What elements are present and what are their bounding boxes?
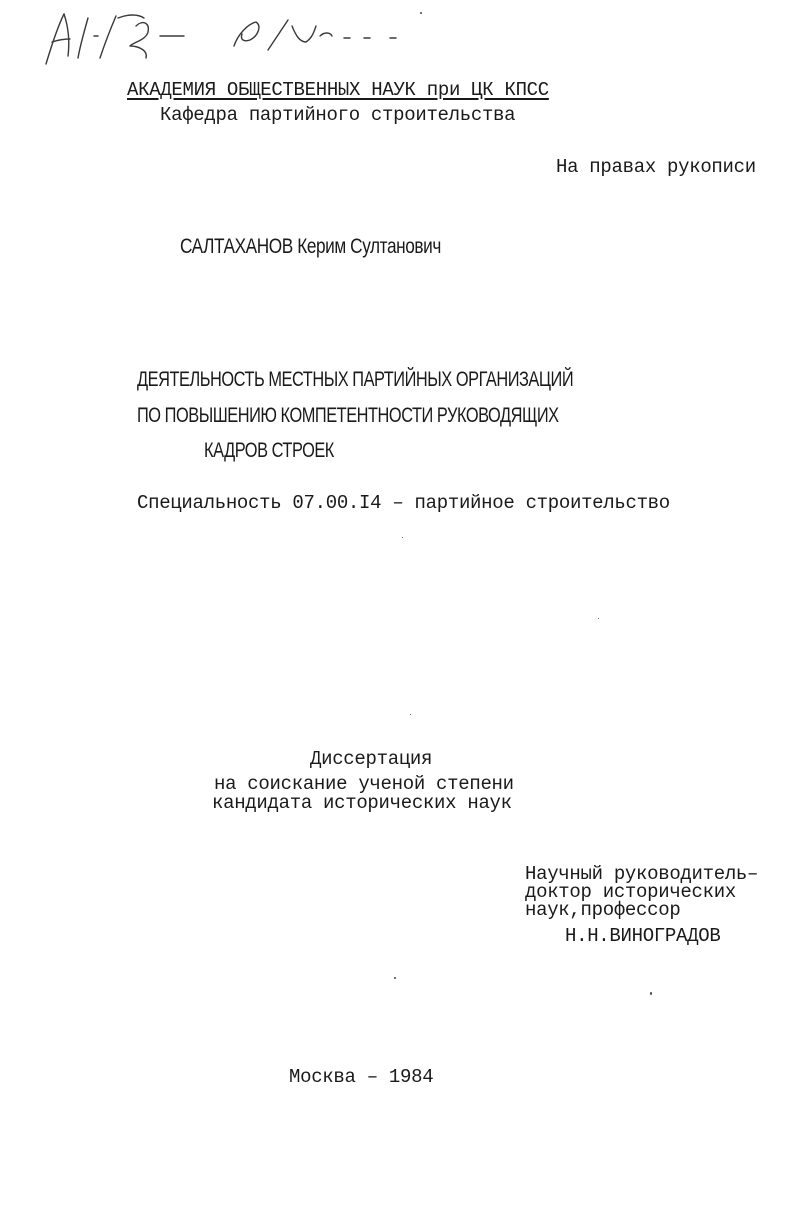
- dissertation-degree-line-1: на соискание ученой степени: [214, 773, 514, 795]
- manuscript-note: На правах рукописи: [556, 156, 756, 178]
- dissertation-title-line-3: КАДРОВ СТРОЕК: [204, 439, 334, 462]
- place-and-year: Москва – 1984: [289, 1066, 434, 1088]
- dissertation-heading: Диссертация: [310, 748, 433, 770]
- dissertation-title-line-1: ДЕЯТЕЛЬНОСТЬ МЕСТНЫХ ПАРТИЙНЫХ ОРГАНИЗАЦИЙ: [137, 368, 574, 391]
- dissertation-title-line-2: ПО ПОВЫШЕНИЮ КОМПЕТЕНТНОСТИ РУКОВОДЯЩИХ: [137, 404, 559, 427]
- author-name: САЛТАХАНОВ Керим Султанович: [180, 235, 441, 258]
- ink-speck: [598, 618, 599, 619]
- supervisor-line-2: доктор исторических: [525, 881, 736, 903]
- ink-speck: [410, 714, 411, 715]
- dissertation-degree-line-2: кандидата исторических наук: [212, 792, 512, 814]
- supervisor-line-3: наук,профессор: [525, 899, 681, 921]
- academy-header: АКАДЕМИЯ ОБЩЕСТВЕННЫХ НАУК при ЦК КПСС: [127, 79, 549, 101]
- ink-speck: [402, 537, 403, 538]
- department-name: Кафедра партийного строительства: [160, 104, 516, 126]
- ink-speck: [420, 12, 422, 14]
- ink-speck: [394, 977, 396, 979]
- specialty-line: Специальность 07.00.I4 – партийное строительство: [137, 492, 670, 514]
- supervisor-name: Н.Н.ВИНОГРАДОВ: [565, 925, 721, 947]
- handwritten-catalog-mark: [38, 6, 458, 70]
- ink-speck: [650, 992, 652, 995]
- supervisor-line-1: Научный руководитель–: [525, 863, 759, 885]
